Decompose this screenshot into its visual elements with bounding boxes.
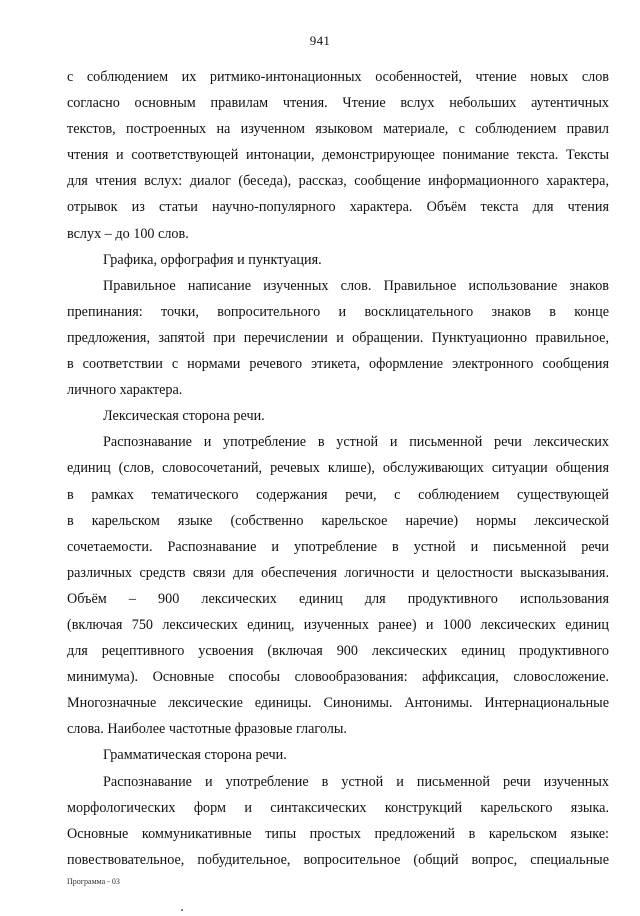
body-text — [67, 64, 609, 873]
paragraph-first-line: Графика, орфография и пунктуация. — [103, 251, 322, 268]
text-line: единиц (слов, словосочетаний, речевых клише), обслуживающих ситуации общения — [67, 460, 609, 477]
text-line: препинания: точки, вопросительного и восклицательного знаков в конце — [67, 303, 609, 320]
text-line: Объём – 900 лексических единиц для продуктивного использования — [67, 590, 609, 607]
text-line: вслух – до 100 слов. — [67, 225, 189, 242]
paragraph-first-line: Правильное написание изученных слов. Правильное использование знаков — [103, 277, 609, 294]
paragraph-first-line: Распознавание и употребление в устной и письменной речи изученных — [103, 773, 609, 790]
text-line: Основные коммуникативные типы простых предложений в карельском языке: — [67, 825, 609, 842]
text-line: повествовательное, побудительное, вопросительное (общий вопрос, специальные — [67, 851, 609, 868]
text-line: слова. Наиболее частотные фразовые глаголы. — [67, 721, 347, 738]
text-line: (включая 750 лексических единиц, изученных ранее) и 1000 лексических единиц — [67, 616, 609, 633]
page-number: 941 — [309, 33, 331, 48]
text-line: в карельском языке (собственно карельское наречие) нормы лексической — [67, 512, 609, 529]
text-line: Многозначные лексические единицы. Синонимы. Антонимы. Интернациональные — [67, 695, 609, 712]
text-line: отрывок из статьи научно-популярного характера. Объём текста для чтения — [67, 199, 609, 216]
text-line: морфологических форм и синтаксических конструкций карельского языка. — [67, 799, 609, 816]
text-line: текстов, построенных на изученном языковом материале, с соблюдением правил — [67, 121, 609, 138]
text-line: для рецептивного усвоения (включая 900 лексических единиц продуктивного — [67, 643, 609, 660]
text-line: предложения, запятой при перечислении и обращении. Пунктуационно правильное, — [67, 329, 609, 346]
paragraph-first-line: Лексическая сторона речи. — [103, 408, 265, 425]
text-line: в соответствии с нормами речевого этикета, оформление электронного сообщения — [67, 356, 609, 373]
text-line: в рамках тематического содержания речи, с соблюдением существующей — [67, 486, 609, 503]
scan-speck — [181, 909, 183, 911]
text-line: различных средств связи для обеспечения логичности и целостности высказывания. — [67, 564, 609, 581]
page-footer: Программа - 03 — [67, 877, 120, 886]
paragraph-first-line: Распознавание и употребление в устной и письменной речи лексических — [103, 434, 609, 451]
text-line: с соблюдением их ритмико-интонационных особенностей, чтение новых слов — [67, 69, 609, 85]
text-line: минимума). Основные способы словообразования: аффиксация, словосложение. — [67, 669, 609, 686]
text-line: согласно основным правилам чтения. Чтение вслух небольших аутентичных — [67, 95, 609, 112]
text-line: для чтения вслух: диалог (беседа), рассказ, сообщение информационного характера, — [67, 173, 609, 190]
text-line: чтения и соответствующей интонации, демонстрирующее понимание текста. Тексты — [67, 147, 609, 164]
text-line: личного характера. — [67, 382, 183, 399]
text-line: сочетаемости. Распознавание и употребление в устной и письменной речи — [67, 538, 609, 555]
paragraph-first-line: Грамматическая сторона речи. — [103, 747, 287, 764]
